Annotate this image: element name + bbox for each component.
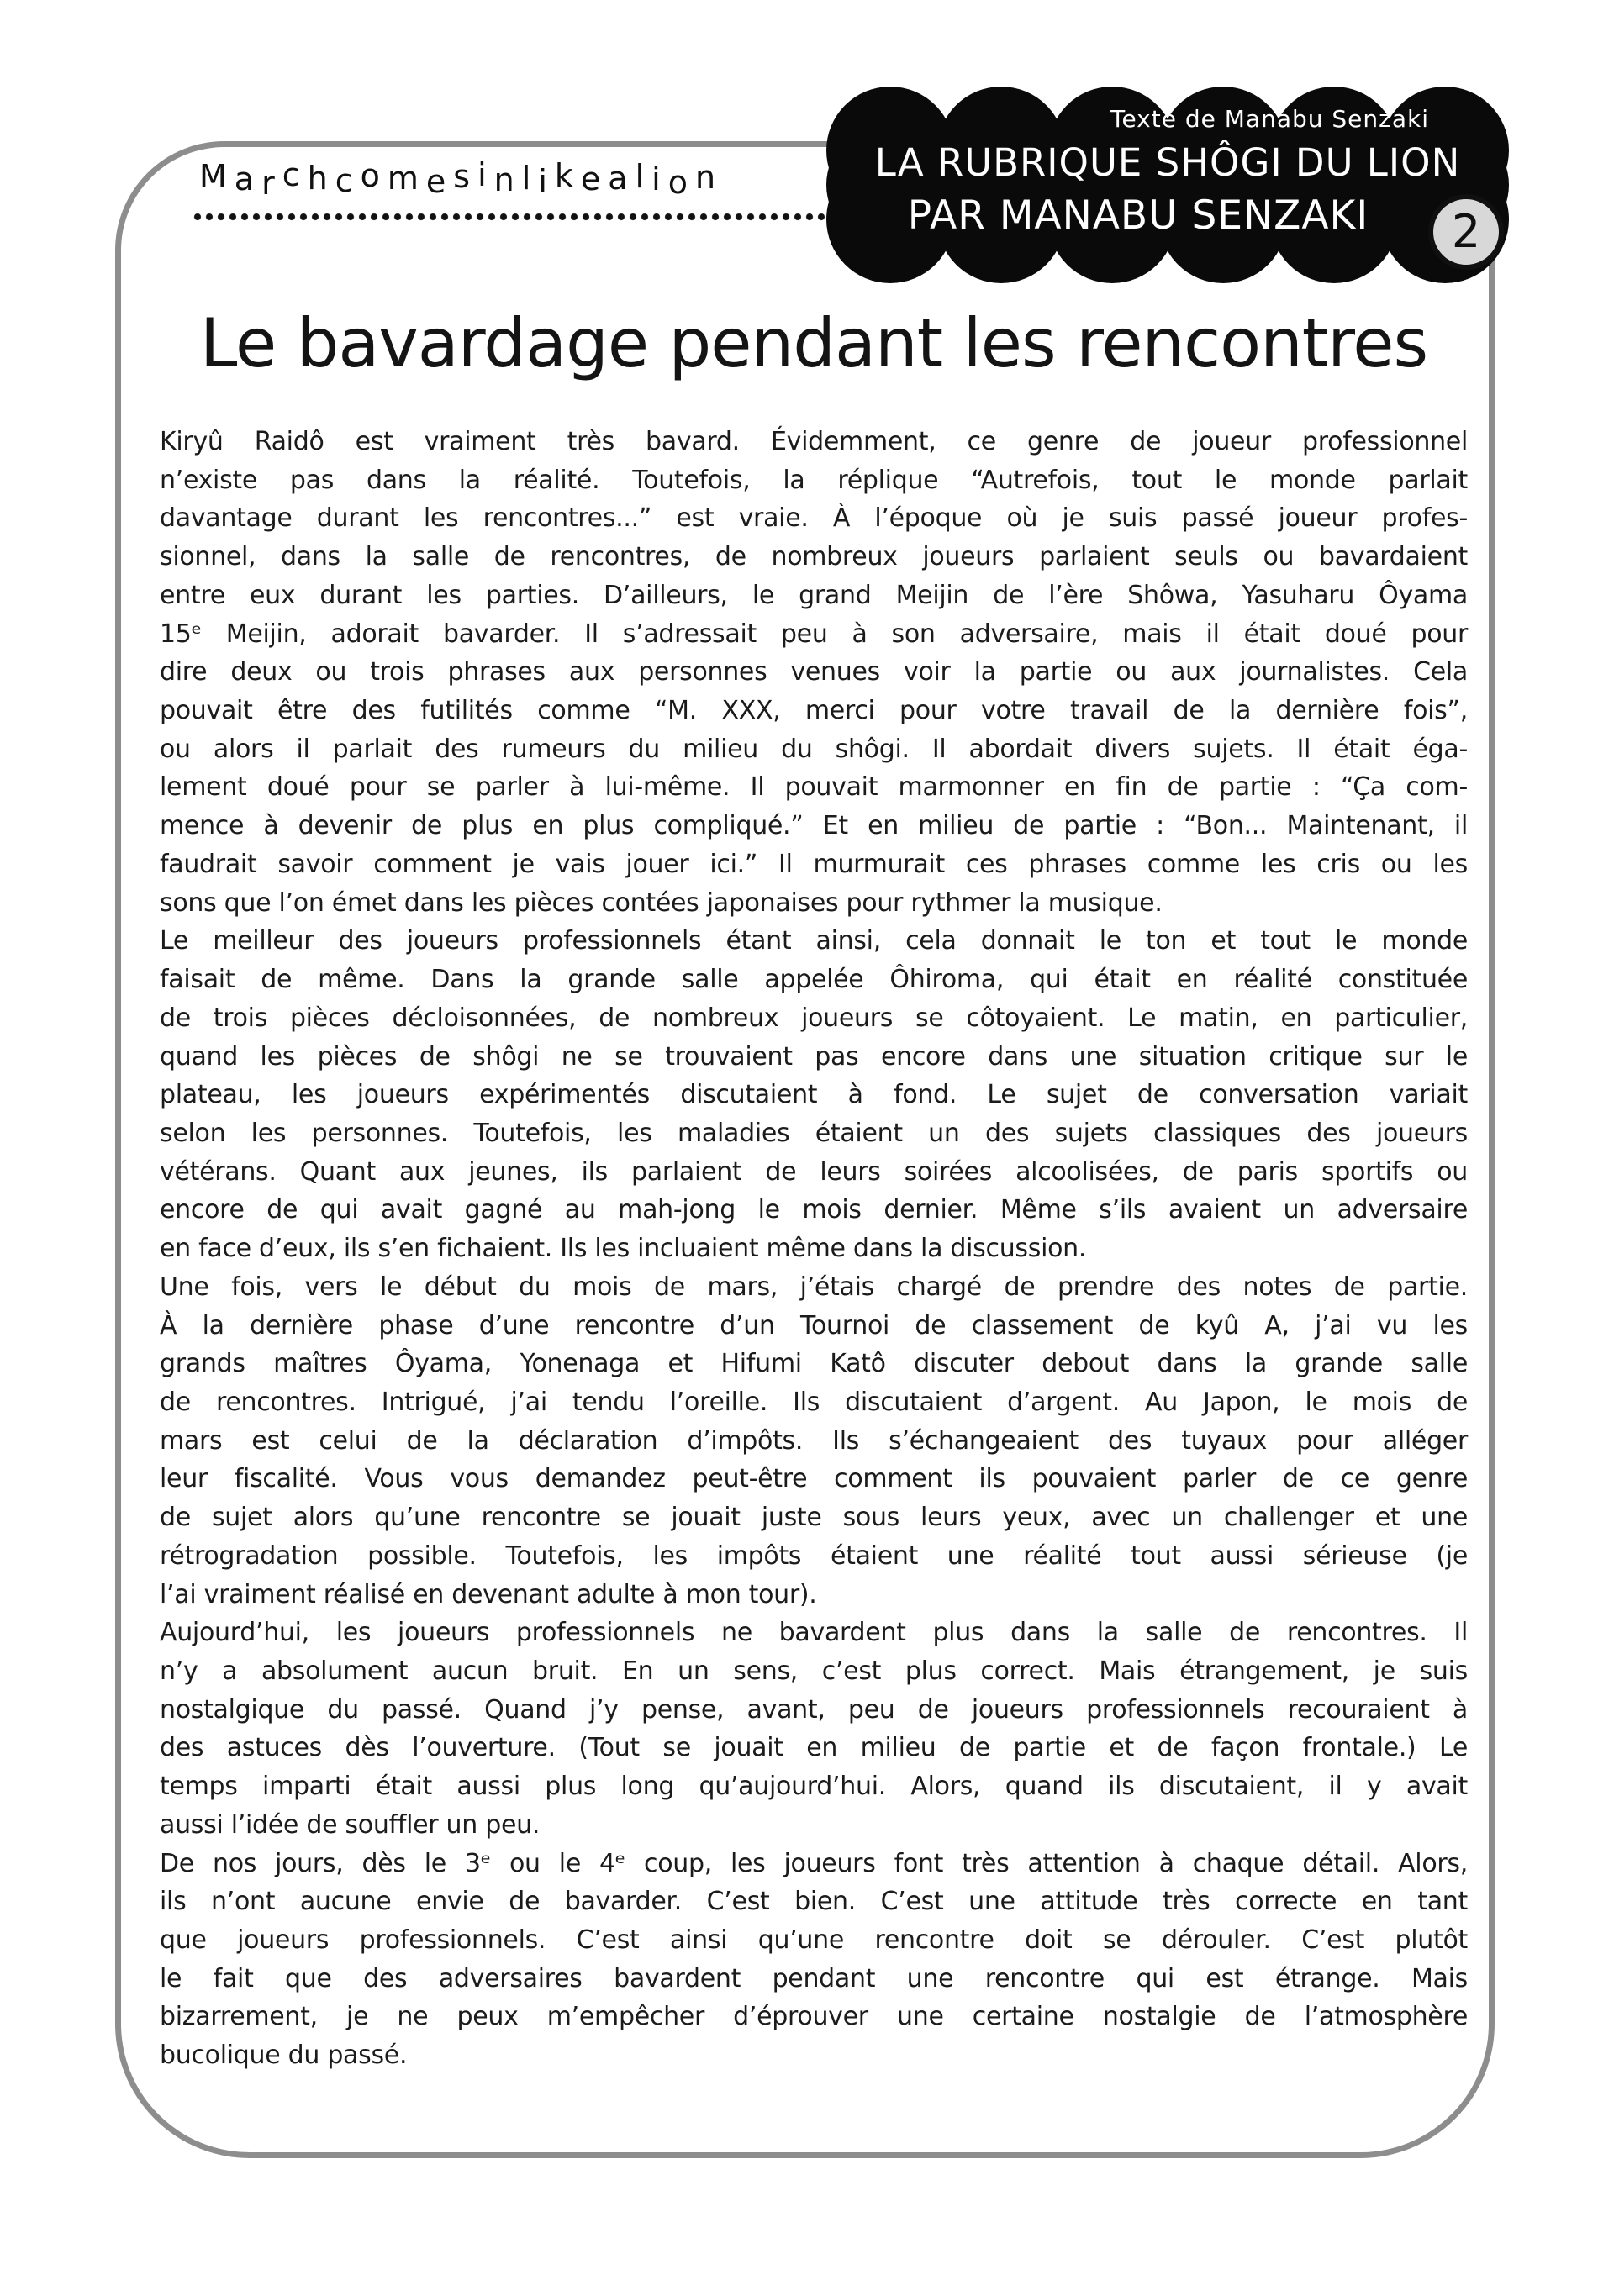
dotted-divider	[192, 212, 851, 222]
text-line: mence à devenir de plus en plus compliqué.” Et en milieu de partie : “Bon... Maintenant, il	[160, 811, 1468, 841]
text-line: entre eux durant les parties. D’ailleurs, le grand Meijin de l’ère Shôwa, Yasuharu Ôyama	[160, 580, 1468, 610]
text-line: rétrogradation possible. Toutefois, les impôts étaient une réalité tout aussi sérieuse (je	[160, 1540, 1468, 1571]
article-body	[160, 423, 1468, 2075]
text-line: n’y a absolument aucun bruit. En un sens, c’est plus correct. Mais étrangement, je suis	[160, 1656, 1468, 1686]
text-line: Le meilleur des joueurs professionnels étant ainsi, cela donnait le ton et tout le monde	[160, 926, 1468, 956]
text-line: de trois pièces décloisonnées, de nombreux joueurs se côtoyaient. Le matin, en particulier,	[160, 1003, 1468, 1033]
text-line: davantage durant les rencontres...” est vraie. À l’époque où je suis passé joueur profes-	[160, 503, 1468, 534]
text-line: À la dernière phase d’une rencontre d’un Tournoi de classement de kyû A, j’ai vu les	[160, 1310, 1468, 1340]
text-line: l’ai vraiment réalisé en devenant adulte à mon tour).	[160, 1579, 817, 1609]
text-line: ils n’ont aucune envie de bavarder. C’est bien. C’est une attitude très correcte en tant	[160, 1887, 1468, 1917]
text-line: bizarrement, je ne peux m’empêcher d’éprouver une certaine nostalgie de l’atmosphère	[160, 2002, 1468, 2032]
text-line: sionnel, dans la salle de rencontres, de nombreux joueurs parlaient seuls ou bavardaient	[160, 542, 1468, 572]
text-line: Une fois, vers le début du mois de mars, j’étais chargé de prendre des notes de partie.	[160, 1272, 1468, 1302]
text-line: bucolique du passé.	[160, 2041, 408, 2071]
text-line: des astuces dès l’ouverture. (Tout se jouait en milieu de partie et de façon frontale.) Le	[160, 1733, 1468, 1763]
text-line: lement doué pour se parler à lui-même. Il pouvait marmonner en fin de partie : “Ça com-	[160, 772, 1468, 803]
text-line: De nos jours, dès le 3ᵉ ou le 4ᵉ coup, les joueurs font très attention à chaque détail. Alors,	[160, 1848, 1468, 1878]
text-line: faisait de même. Dans la grande salle appelée Ôhiroma, qui était en réalité constituée	[160, 965, 1468, 995]
text-line: temps imparti était aussi plus long qu’aujourd’hui. Alors, quand ils discutaient, il y avait	[160, 1772, 1468, 1802]
column-header-badge	[826, 87, 1509, 283]
text-line: encore de qui avait gagné au mah-jong le mois dernier. Même s’ils avaient un adversaire	[160, 1195, 1468, 1225]
text-line: de rencontres. Intrigué, j’ai tendu l’oreille. Ils discutaient d’argent. Au Japon, le mois de	[160, 1387, 1468, 1417]
text-line: n’existe pas dans la réalité. Toutefois, la réplique “Autrefois, tout le monde parlait	[160, 465, 1468, 495]
text-line: mars est celui de la déclaration d’impôts. Ils s’échangeaient des tuyaux pour alléger	[160, 1425, 1468, 1456]
text-line: ou alors il parlait des rumeurs du milieu du shôgi. Il abordait divers sujets. Il était éga-	[160, 734, 1468, 764]
text-line: plateau, les joueurs expérimentés discutaient à fond. Le sujet de conversation variait	[160, 1080, 1468, 1110]
text-line: nostalgique du passé. Quand j’y pense, avant, peu de joueurs professionnels recouraient à	[160, 1694, 1468, 1725]
text-line: faudrait savoir comment je vais jouer ici.” Il murmurait ces phrases comme les cris ou les	[160, 849, 1468, 879]
badge-byline: Texte de Manabu Senzaki	[1110, 105, 1429, 133]
page-number: 2	[1451, 205, 1481, 258]
text-line: vétérans. Quant aux jeunes, ils parlaient de leurs soirées alcoolisées, de paris sportifs ou	[160, 1156, 1468, 1187]
text-line: quand les pièces de shôgi ne se trouvaient pas encore dans une situation critique sur le	[160, 1041, 1468, 1072]
text-line: aussi l’idée de souffler un peu.	[160, 1809, 541, 1840]
text-line: grands maîtres Ôyama, Yonenaga et Hifumi Katô discuter debout dans la grande salle	[160, 1349, 1468, 1379]
text-line: dire deux ou trois phrases aux personnes venues voir la partie ou aux journalistes. Cela	[160, 657, 1468, 687]
text-line: de sujet alors qu’une rencontre se jouait juste sous leurs yeux, avec un challenger et une	[160, 1503, 1468, 1533]
page-number-badge	[1428, 194, 1504, 270]
text-line: leur fiscalité. Vous vous demandez peut-être comment ils pouvaient parler de ce genre	[160, 1464, 1468, 1494]
text-line: 15ᵉ Meijin, adorait bavarder. Il s’adressait peu à son adversaire, mais il était doué pour	[160, 619, 1468, 649]
text-line: en face d’eux, ils s’en fichaient. Ils les incluaient même dans la discussion.	[160, 1234, 1087, 1264]
text-line: selon les personnes. Toutefois, les maladies étaient un des sujets classiques des joueurs	[160, 1118, 1468, 1148]
text-line: pouvait être des futilités comme “M. XXX, merci pour votre travail de la dernière fois”,	[160, 696, 1468, 726]
badge-title-line1: LA RUBRIQUE SHÔGI DU LION	[874, 140, 1461, 185]
text-line: le fait que des adversaires bavardent pendant une rencontre qui est étrange. Mais	[160, 1963, 1468, 1993]
text-line: que joueurs professionnels. C’est ainsi qu’une rencontre doit se dérouler. C’est plutôt	[160, 1925, 1468, 1956]
text-line: Aujourd’hui, les joueurs professionnels ne bavardent plus dans la salle de rencontres. Il	[160, 1618, 1468, 1648]
series-title: Marchcomesinlikealion	[199, 156, 724, 202]
text-line: Kiryû Raidô est vraiment très bavard. Évidemment, ce genre de joueur professionnel	[160, 427, 1468, 456]
text-line: sons que l’on émet dans les pièces contées japonaises pour rythmer la musique.	[160, 887, 1163, 918]
badge-title-line2: PAR MANABU SENZAKI	[907, 192, 1369, 239]
article-title: Le bavardage pendant les rencontres	[199, 304, 1428, 382]
